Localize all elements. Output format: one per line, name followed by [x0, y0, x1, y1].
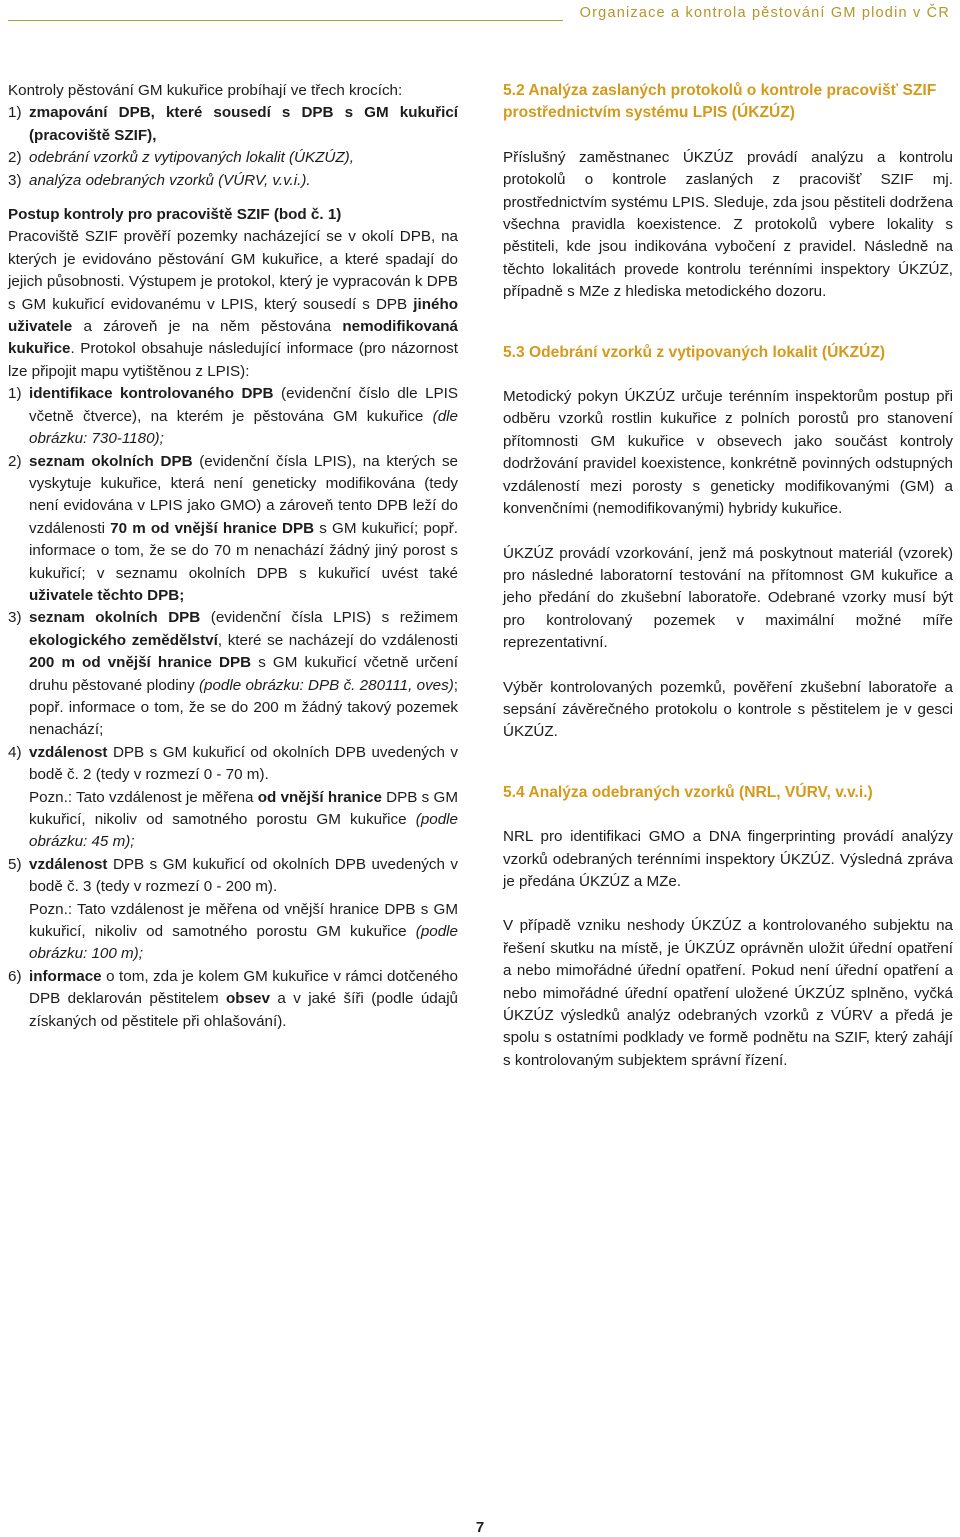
intro-item-1: 1) zmapování DPB, které sousedí s DPB s GM kukuřicí (pracoviště SZIF), — [8, 104, 458, 144]
section-5-4-title: 5.4 Analýza odebraných vzorků (NRL, VÚRV, v.v.i.) — [503, 783, 873, 801]
intro-text: Kontroly pěstování GM kukuřice probíhají ve třech krocích: — [8, 82, 403, 99]
list-item-1: 1) identifikace kontrolovaného DPB (evidenční číslo dle LPIS včetně čtverce), na kterém je pěstována GM kukuřice (dle obrázku: 730-1180); — [8, 385, 458, 448]
list-item-5: 5) vzdálenost DPB s GM kukuřicí od okolních DPB uvedených v bodě č. 3 (tedy v rozmezí 0 - 200 m). Pozn.: Tato vzdálenost je měřena od vnější hranice DPB s GM kukuřicí, nikoliv od samotného porostu GM kukuřice (podle obrázku: 100 m); — [8, 855, 458, 963]
list-item-2: 2) seznam okolních DPB (evidenční čísla LPIS), na kterých se vyskytuje kukuřice, která není geneticky modifikována (tedy není evidována v LPIS jako GMO) a zároveň tento DPB leží do vzdálenosti 70 m od vnější hranice DPB s GM kukuřicí; popř. informace o tom, že se do 70 m nenachází žádný jiný porost s kukuřicí; v seznamu okolních DPB s kukuřicí uvést také uživatele těchto DPB; — [8, 452, 458, 604]
right-column — [503, 80, 953, 1072]
running-header: Organizace a kontrola pěstování GM plodin v ČR — [579, 5, 950, 21]
section-5-2-title: 5.2 Analýza zaslaných protokolů o kontrole pracovišť SZIF prostřednictvím systému LPIS (ÚKZÚZ) — [503, 82, 937, 122]
section-5-3-paragraph-1: Metodický pokyn ÚKZÚZ určuje terénním inspektorům postup při odběru vzorků rostlin kukuřice z polních porostů pro stanovení přítomnosti GM kukuřice v obsevech jako součást kontroly dodržování pravidel koexistence, konkrétně povinných odstupných vzdáleností mezi porosty s geneticky modifikovanými (GM) a konvenčními (nemodifikovanými) hybridy kukuřice. — [503, 388, 953, 518]
list-item-4: 4) vzdálenost DPB s GM kukuřicí od okolních DPB uvedených v bodě č. 2 (tedy v rozmezí 0 - 70 m). Pozn.: Tato vzdálenost je měřena od vnější hranice DPB s GM kukuřicí, nikoliv od samotného porostu GM kukuřice (podle obrázku: 45 m); — [8, 743, 459, 851]
section-5-4-paragraph-2: V případě vzniku neshody ÚKZÚZ a kontrolovaného subjektu na řešení skutku na místě, je ÚKZÚZ oprávněn uložit úřední opatření a nebo mimořádné úřední opatření. Pokud není úřední opatření a nebo mimořádné úřední opatření uložené ÚKZÚZ splněno, vyčká ÚKZÚZ výsledků analýz odebraných vzorků z VÚRV a předá je spolu s ostatními podklady ve formě podnětu na SZIF, který zahájí s kontrolovaným subjektem správní řízení. — [503, 917, 953, 1069]
header-rule — [8, 20, 563, 21]
section-5-4-paragraph-1: NRL pro identifikaci GMO a DNA fingerprinting provádí analýzy vzorků odebraných terénními inspektory ÚKZÚZ. Výsledná zpráva je předána ÚKZÚZ a MZe. — [503, 828, 953, 890]
list-item-3: 3) seznam okolních DPB (evidenční čísla LPIS) s režimem ekologického zemědělství, které se nacházejí do vzdálenosti 200 m od vnější hranice DPB s GM kukuřicí včetně určení druhu pěstované plodiny (podle obrázku: DPB č. 280111, oves); popř. informace o tom, že se do 200 m žádný takový pozemek nenachází; — [8, 609, 459, 739]
list-item-6: 6) informace o tom, zda je kolem GM kukuřice v rámci dotčeného DPB deklarován pěstitelem obsev a v jaké šíři (podle údajů získaných od pěstitele při ohlašování). — [8, 967, 459, 1030]
page-number: 7 — [475, 1519, 485, 1536]
section-5-3-paragraph-2: ÚKZÚZ provádí vzorkování, jenž má poskytnout materiál (vzorek) pro následné laboratorní testování na přítomnost GM kukuřice a jeho předání do zkušební laboratoře. Odebrané vzorky musí být pro kontrolovaný pozemek v maximální možné míře reprezentativní. — [503, 544, 953, 652]
paragraph-szif: Pracoviště SZIF prověří pozemky nacházející se v okolí DPB, na kterých je evidováno pěstování GM kukuřice, a které spadají do jejich působnosti. Výstupem je protokol, který je vypracován k DPB s GM kukuřicí evidovanému v LPIS, který sousedí s DPB jiného uživatele a zároveň je na něm pěstována nemodifikovaná kukuřice. Protokol obsahuje následující informace (pro názornost lze připojit mapu vytištěnou z LPIS): — [8, 228, 458, 380]
section-5-2-text: Příslušný zaměstnanec ÚKZÚZ provádí analýzu a kontrolu protokolů o kontrole zaslaných z pracovišť SZIF mj. prostřednictvím systému LPIS. Sleduje, zda jsou pěstiteli dodržena všechna pravidla koexistence. Z protokolů vybere lokality s pěstiteli, kde jsou indikována vybočení z pravidel. Následně na těchto lokalitách provede kontrolu terénními inspektory ÚKZÚZ, případně s MZe z hlediska metodického dozoru. — [503, 148, 953, 301]
subheading-szif: Postup kontroly pro pracoviště SZIF (bod č. 1) — [8, 206, 342, 224]
section-5-3-paragraph-3: Výběr kontrolovaných pozemků, pověření zkušební laboratoře a sepsání závěrečného protokolu o kontrole s pěstitelem je v gesci ÚKZÚZ. — [503, 678, 953, 741]
intro-item-2: 2) odebrání vzorků z vytipovaných lokalit (ÚKZÚZ), — [8, 149, 354, 167]
left-column — [8, 80, 458, 1033]
section-5-3-title: 5.3 Odebrání vzorků z vytipovaných lokalit (ÚKZÚZ) — [503, 343, 886, 361]
intro-item-3: 3) analýza odebraných vzorků (VÚRV, v.v.i.). — [8, 171, 311, 189]
